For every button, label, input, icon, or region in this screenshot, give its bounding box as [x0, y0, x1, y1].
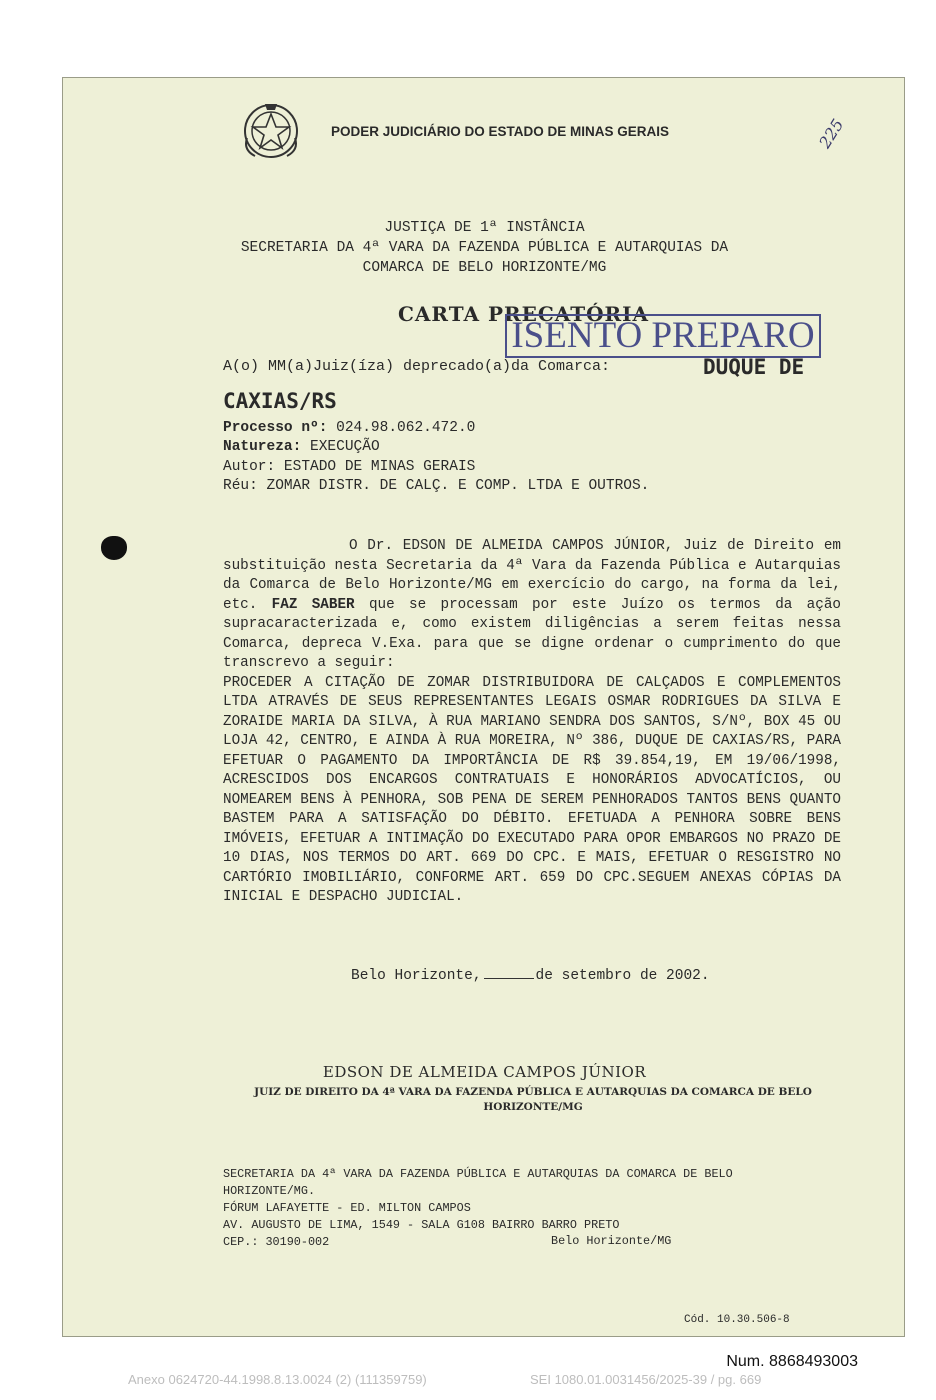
court-line-1: JUSTIÇA DE 1ª INSTÂNCIA	[384, 220, 585, 236]
destination-part-1: DUQUE DE	[703, 355, 805, 379]
body-bold-phrase: FAZ SABER	[271, 596, 355, 613]
date-line: Belo Horizonte, de setembro de 2002.	[351, 968, 710, 984]
footer-city: Belo Horizonte/MG	[551, 1234, 672, 1248]
form-code: Cód. 10.30.506-8	[684, 1314, 790, 1326]
destination-part-2: CAXIAS/RS	[223, 389, 337, 413]
institution-header: PODER JUDICIÁRIO DO ESTADO DE MINAS GERAIS	[331, 124, 670, 139]
plaintiff-field: Autor: ESTADO DE MINAS GERAIS	[223, 459, 476, 475]
body-paragraph-1: O Dr. EDSON DE ALMEIDA CAMPOS JÚNIOR, Juiz de Direito em substituição nesta Secretaria da 4ª Vara da Fazenda Pública e Autarquias da Comarca de Belo Horizonte/MG em exercício do cargo, na forma da lei, etc.	[223, 538, 841, 613]
footer-line-1: SECRETARIA DA 4ª VARA DA FAZENDA PÚBLICA E AUTARQUIAS DA COMARCA DE BELO	[223, 1167, 733, 1181]
footer-line-3: FÓRUM LAFAYETTE - ED. MILTON CAMPOS	[223, 1201, 471, 1215]
coat-of-arms-icon	[241, 98, 301, 160]
footer-line-5: CEP.: 30190-002	[223, 1235, 330, 1249]
footer-line-4: AV. AUGUSTO DE LIMA, 1549 - SALA G108 BAIRRO BARRO PRETO	[223, 1218, 620, 1232]
document-type: CARTA PRECATÓRIA	[398, 302, 650, 326]
nature-field: Natureza: EXECUÇÃO	[223, 439, 380, 455]
document-number: Num. 8868493003	[726, 1353, 858, 1370]
body-paragraph-2: PROCEDER A CITAÇÃO DE ZOMAR DISTRIBUIDORA DE CALÇADOS E COMPLEMENTOS LTDA ATRAVÉS DE SEUS REPRESENTANTES LEGAIS OSMAR RODRIGUES DA SILVA E ZORAIDE MARIA DA SILVA, À RUA MARIANO SENDRA DOS SANTOS, S/Nº, BOX 45 OU LOJA 42, CENTRO, E AINDA À RUA MOREIRA, Nº 386, DUQUE DE CAXIAS/RS, PARA EFETUAR O PAGAMENTO DA IMPORTÂNCIA DE R$ 39.854,19, EM 19/06/1998, ACRESCIDOS DOS ENCARGOS CONTRATUAIS E HONORÁRIOS ADVOCATÍCIOS, OU NOMEAREM BENS À PENHORA, SOB PENA DE SEREM PENHORADOS TANTOS BENS QUANTO BASTEM PARA A SATISFAÇÃO DO DÉBITO. EFETUADA A PENHORA SOBRE BENS IMÓVEIS, EFETUAR A INTIMAÇÃO DO EXECUTADO PARA OPOR EMBARGOS NO PRAZO DE 10 DIAS, NOS TERMOS DO ART. 669 DO CPC. E MAIS, EFETUAR O RESGISTRO NO CARTÓRIO IMOBILIÁRIO, CONFORME ART. 659 DO CPC.SEGUEM ANEXAS CÓPIAS DA INICIAL E DESPACHO JUDICIAL.	[223, 674, 841, 905]
court-line-3: COMARCA DE BELO HORIZONTE/MG	[362, 260, 607, 276]
body-paragraph-1-end: que se processam por este Juízo os termos da ação supracaracterizada e, como existem diligências a serem feitas nessa Comarca, depreca V.Exa. para que se digne ordenar o cumprimento do que transcrevo a seguir:	[223, 596, 841, 671]
folio-number: 225	[815, 115, 848, 152]
process-number: Processo nº: 024.98.062.472.0	[223, 420, 476, 436]
court-line-2: SECRETARIA DA 4ª VARA DA FAZENDA PÚBLICA E AUTARQUIAS DA	[240, 240, 729, 256]
date-blank	[484, 966, 534, 979]
exemption-stamp: ISENTO PREPARO	[505, 314, 821, 358]
addressee-line: A(o) MM(a)Juiz(íza) deprecado(a)da Comarca:	[223, 358, 611, 375]
document-sheet	[62, 77, 905, 1337]
body-text	[223, 537, 841, 908]
footer-line-2: HORIZONTE/MG.	[223, 1184, 316, 1198]
defendant-field: Réu: ZOMAR DISTR. DE CALÇ. E COMP. LTDA E OUTROS.	[223, 478, 650, 494]
sei-reference: SEI 1080.01.0031456/2025-39 / pg. 669	[530, 1372, 762, 1387]
judge-title: JUIZ DE DIREITO DA 4ª VARA DA FAZENDA PÚBLICA E AUTARQUIAS DA COMARCA DE BELO HORIZONTE/MG	[254, 1086, 812, 1113]
annex-reference: Anexo 0624720-44.1998.8.13.0024 (2) (111359759)	[128, 1372, 427, 1387]
judge-name: EDSON DE ALMEIDA CAMPOS JÚNIOR	[322, 1063, 647, 1081]
binder-hole-mark	[101, 536, 127, 560]
